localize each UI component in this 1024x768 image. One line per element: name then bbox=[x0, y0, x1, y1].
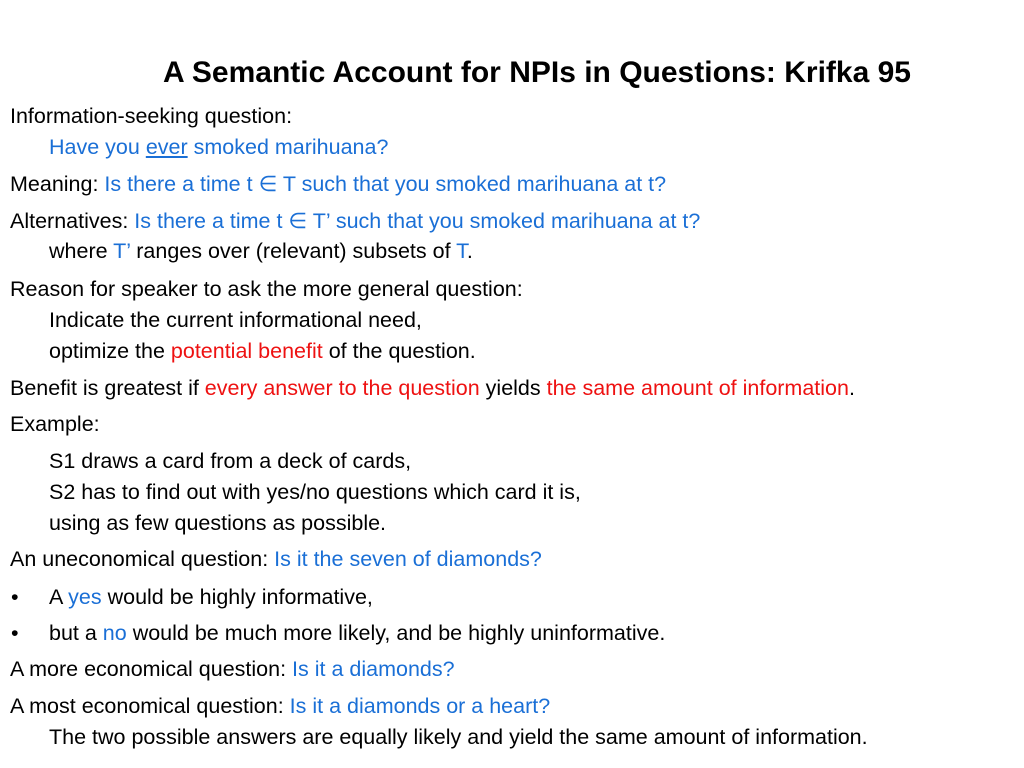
benefit-end: . bbox=[848, 376, 855, 400]
bullet-dot: • bbox=[11, 621, 19, 645]
no-word: no bbox=[102, 621, 127, 645]
bullet-yes-pre: A bbox=[49, 585, 69, 609]
bullet-no-post: would be much more likely, and be highly uninformative. bbox=[126, 621, 666, 645]
meaning-label: Meaning: bbox=[10, 172, 105, 196]
reason-line2 bbox=[49, 338, 476, 364]
reason-line1: Indicate the current informational need, bbox=[49, 308, 422, 332]
bullet-dot: • bbox=[11, 585, 19, 609]
bullet-no bbox=[49, 620, 665, 646]
same-amount: the same amount of information bbox=[546, 376, 849, 400]
alternatives-where bbox=[49, 238, 473, 264]
example-label: Example: bbox=[10, 412, 100, 436]
benefit-pre: Benefit is greatest if bbox=[10, 376, 205, 400]
reason-line2-post: of the question. bbox=[322, 339, 476, 363]
where-mid: ranges over (relevant) subsets of bbox=[130, 239, 457, 263]
more-economical-line bbox=[10, 656, 455, 682]
alternatives-label: Alternatives: bbox=[10, 209, 135, 233]
where-end: . bbox=[466, 239, 473, 263]
example-line3: using as few questions as possible. bbox=[49, 511, 387, 535]
where-pre: where bbox=[49, 239, 114, 263]
meaning-line bbox=[10, 171, 666, 197]
info-seeking-question bbox=[49, 134, 388, 160]
more-economical-label: A more economical question: bbox=[10, 657, 293, 681]
slide-title: A Semantic Account for NPIs in Questions: Krifka 95 bbox=[163, 56, 911, 89]
most-economical-note: The two possible answers are equally likely and yield the same amount of information. bbox=[49, 725, 868, 749]
reason-label: Reason for speaker to ask the more general question: bbox=[10, 277, 523, 301]
question-post: smoked marihuana? bbox=[187, 135, 389, 159]
yes-word: yes bbox=[68, 585, 102, 609]
example-line1: S1 draws a card from a deck of cards, bbox=[49, 449, 412, 473]
potential-benefit: potential benefit bbox=[170, 339, 323, 363]
most-economical-label: A most economical question: bbox=[10, 694, 290, 718]
uneconomical-question: Is it the seven of diamonds? bbox=[274, 547, 542, 571]
alternatives-text: Is there a time t ∈ T’ such that you smoked marihuana at t? bbox=[134, 209, 701, 233]
bullet-yes bbox=[49, 584, 373, 610]
more-economical-question: Is it a diamonds? bbox=[292, 657, 455, 681]
benefit-line bbox=[10, 375, 855, 401]
info-seeking-label: Information-seeking question: bbox=[10, 104, 293, 128]
most-economical-question: Is it a diamonds or a heart? bbox=[289, 694, 551, 718]
example-line2: S2 has to find out with yes/no questions which card it is, bbox=[49, 480, 581, 504]
question-pre: Have you bbox=[49, 135, 146, 159]
alternatives-line bbox=[10, 208, 700, 234]
most-economical-line bbox=[10, 693, 550, 719]
bullet-yes-post: would be highly informative, bbox=[101, 585, 373, 609]
bullet-no-pre: but a bbox=[49, 621, 103, 645]
every-answer: every answer to the question bbox=[204, 376, 480, 400]
reason-line2-pre: optimize the bbox=[49, 339, 171, 363]
where-t-prime: T’ bbox=[113, 239, 131, 263]
where-t: T bbox=[456, 239, 467, 263]
uneconomical-line bbox=[10, 546, 542, 572]
ever-underlined: ever bbox=[145, 135, 188, 159]
meaning-text: Is there a time t ∈ T such that you smoked marihuana at t? bbox=[104, 172, 667, 196]
benefit-mid: yields bbox=[479, 376, 547, 400]
uneconomical-label: An uneconomical question: bbox=[10, 547, 275, 571]
